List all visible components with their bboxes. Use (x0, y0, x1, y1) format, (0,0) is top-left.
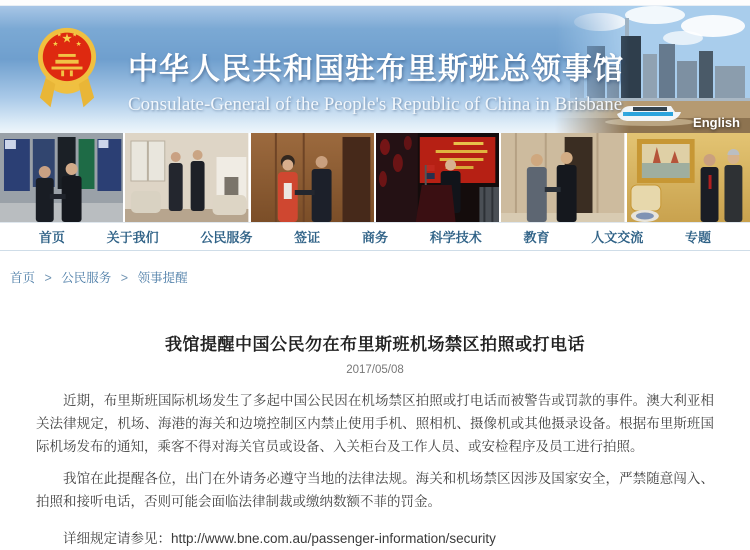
woman-red-jacket-handshake-photo[interactable] (251, 133, 374, 222)
link-prefix-text: 详细规定请参见： (63, 531, 171, 546)
breadcrumb-home[interactable]: 首页 (10, 271, 36, 285)
officials-in-living-room-photo[interactable] (125, 133, 248, 222)
nav-item-home[interactable]: 首页 (38, 230, 65, 245)
svg-text:★: ★ (56, 32, 62, 39)
nav-item-special-topics[interactable]: 专题 (685, 230, 712, 245)
breadcrumb-citizen-services[interactable]: 公民服务 (61, 271, 112, 285)
site-title-chinese: 中华人民共和国驻布里斯班总领事馆 (128, 53, 624, 86)
security-info-link[interactable]: http://www.bne.com.au/passenger-information/security (171, 531, 496, 546)
nav-item-science-tech[interactable]: 科学技术 (429, 230, 482, 245)
article-paragraph-1: 近期，布里斯班国际机场发生了多起中国公民因在机场禁区拍照或打电话而被警告或罚款的事件。澳大利亚相关法律规定，机场、海港的海关和边境控制区内禁止使用手机、照相机、摄像机或其他摄录设备。根据布里斯班国际机场发布的通知，乘客不得对海关官员或设备、入关柜台及工作人员、或安检程序及员工进行拍照。 (36, 393, 714, 454)
nav-item-citizen-services[interactable]: 公民服务 (200, 230, 253, 245)
main-nav (0, 222, 750, 251)
svg-text:★: ★ (72, 32, 78, 39)
breadcrumb-separator: > (120, 271, 129, 285)
china-national-emblem-icon (36, 22, 98, 114)
article-content (0, 330, 750, 550)
svg-text:★: ★ (75, 41, 82, 49)
breadcrumb-separator: > (44, 271, 52, 285)
svg-text:★: ★ (52, 41, 59, 49)
site-header (0, 6, 750, 133)
two-men-ornate-gold-room-photo[interactable] (627, 133, 750, 222)
breadcrumb (0, 251, 750, 294)
article-paragraph-link (36, 527, 714, 550)
two-men-handshake-wood-room-photo[interactable] (501, 133, 624, 222)
handshake-before-flags-photo[interactable] (0, 133, 123, 222)
article-title: 我馆提醒中国公民勿在布里斯班机场禁区拍照或打电话 (165, 335, 585, 354)
site-title-english: Consulate-General of the People's Republic of China in Brisbane (128, 94, 623, 115)
site-title-block (128, 44, 624, 116)
article-date: 2017/05/08 (346, 364, 404, 376)
photo-carousel (0, 133, 750, 222)
english-language-link[interactable]: English (693, 115, 740, 130)
svg-text:★: ★ (61, 31, 73, 46)
nav-item-cultural-exchange[interactable]: 人文交流 (591, 230, 644, 245)
article-paragraph-2: 我馆在此提醒各位，出门在外请务必遵守当地的法律法规。海关和机场禁区因涉及国家安全，严禁随意闯入、拍照和接听电话，否则可能会面临法律制裁或缴纳数额不菲的罚金。 (36, 471, 714, 509)
article-body (36, 389, 714, 550)
nav-item-education[interactable]: 教育 (523, 230, 550, 245)
nav-item-visa[interactable]: 签证 (294, 230, 321, 245)
breadcrumb-consular-reminder[interactable]: 领事提醒 (137, 271, 188, 285)
nav-item-about-us[interactable]: 关于我们 (106, 230, 159, 245)
speech-at-podium-red-screen-photo[interactable] (376, 133, 499, 222)
nav-item-commerce[interactable]: 商务 (361, 230, 388, 245)
